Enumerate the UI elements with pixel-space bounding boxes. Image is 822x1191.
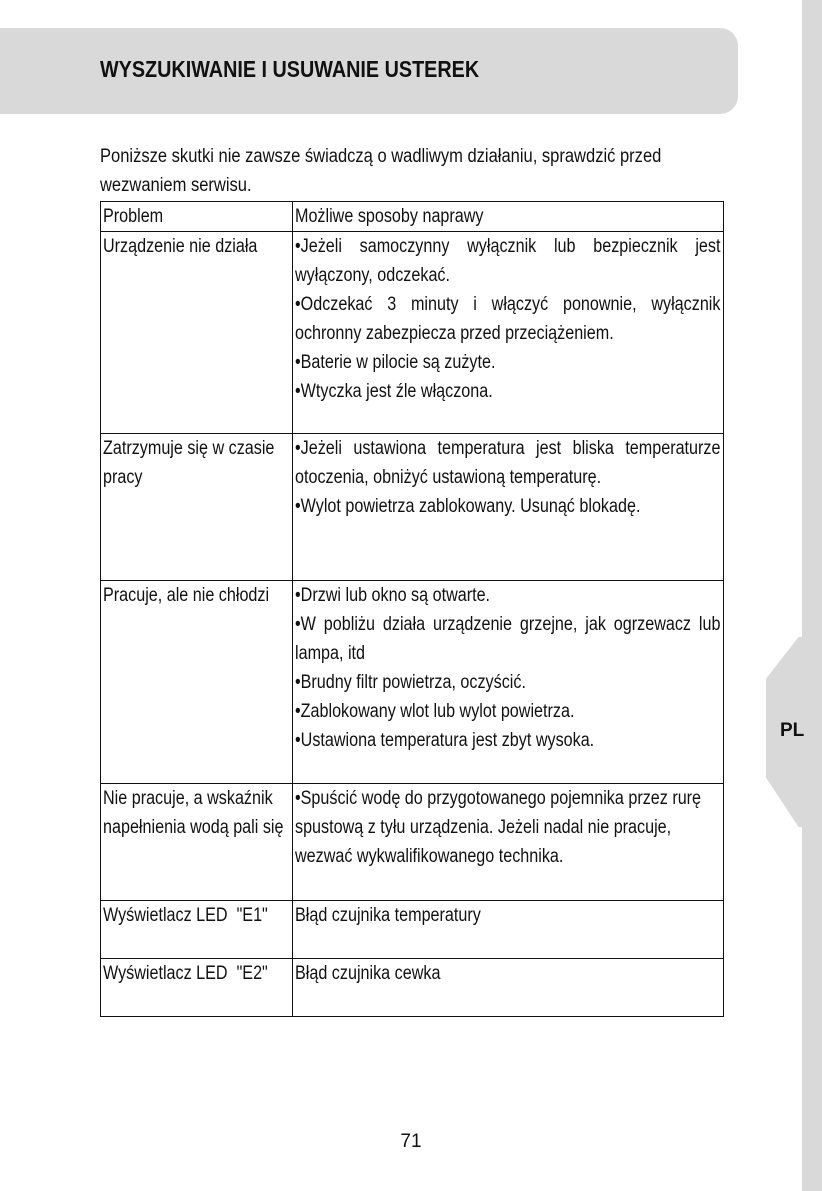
solution-item: •Wylot powietrza zablokowany. Usunąć blokadę.	[295, 496, 641, 517]
solutions-cell	[293, 581, 724, 784]
solution-item: •Jeżeli samoczynny wyłącznik lub bezpiecznik jest wyłączony, odczekać.	[295, 236, 721, 286]
solution-item: •Jeżeli ustawiona temperatura jest bliska temperaturze otoczenia, obniżyć ustawioną temperaturę.	[295, 438, 721, 488]
problem-cell	[101, 434, 293, 581]
solution-item: Błąd czujnika cewka	[295, 963, 441, 984]
table-row	[101, 434, 724, 581]
intro-line-1: Poniższe skutki nie zawsze świadczą o wadliwym działaniu, sprawdzić przed	[100, 146, 662, 167]
problem-text: Pracuje, ale nie chłodzi	[103, 585, 270, 606]
solutions-cell	[293, 959, 724, 1017]
solution-item: •Ustawiona temperatura jest zbyt wysoka.	[295, 730, 595, 751]
column-header-problem-text: Problem	[103, 206, 164, 227]
problem-cell	[101, 784, 293, 901]
intro-paragraph	[100, 142, 720, 200]
table-row	[101, 784, 724, 901]
solution-item: •Zablokowany wlot lub wylot powietrza.	[295, 701, 575, 722]
problem-text: Urządzenie nie działa	[103, 236, 258, 257]
solution-item: •Drzwi lub okno są otwarte.	[295, 585, 491, 606]
language-tab-label: PL	[780, 720, 805, 741]
problem-cell	[101, 581, 293, 784]
troubleshooting-table	[100, 201, 724, 1017]
solution-item: •Brudny filtr powietrza, oczyścić.	[295, 672, 526, 693]
problem-text: Zatrzymuje się w czasie pracy	[103, 438, 275, 488]
table-row	[101, 232, 724, 434]
solutions-cell	[293, 901, 724, 959]
solution-item: •Odczekać 3 minuty i włączyć ponownie, wyłącznik ochronny zabezpiecza przed przeciążeniem.	[295, 294, 721, 344]
solution-item: •Spuścić wodę do przygotowanego pojemnika przez rurę spustową z tyłu urządzenia. Jeżeli nadal nie pracuje, wezwać wykwalifikowanego technika.	[295, 788, 702, 867]
solution-item: •Baterie w pilocie są zużyte.	[295, 352, 496, 373]
column-header-problem	[101, 202, 293, 232]
problem-cell	[101, 901, 293, 959]
intro-line-2: wezwaniem serwisu.	[100, 175, 252, 196]
table-header-row	[101, 202, 724, 232]
column-header-solutions	[293, 202, 724, 232]
page-title: WYSZUKIWANIE I USUWANIE USTEREK	[100, 56, 480, 82]
solutions-cell	[293, 232, 724, 434]
solution-item: •W pobliżu działa urządzenie grzejne, jak ogrzewacz lub lampa, itd	[295, 614, 721, 664]
solution-item: •Wtyczka jest źle włączona.	[295, 381, 493, 402]
solution-item: Błąd czujnika temperatury	[295, 905, 481, 926]
problem-text: Nie pracuje, a wskaźnik napełnienia wodą pali się	[103, 788, 284, 838]
problem-text: Wyświetlacz LED "E1"	[103, 905, 268, 926]
problem-cell	[101, 232, 293, 434]
problem-cell	[101, 959, 293, 1017]
problem-text: Wyświetlacz LED "E2"	[103, 963, 268, 984]
table-row	[101, 959, 724, 1017]
column-header-solutions-text: Możliwe sposoby naprawy	[295, 206, 484, 227]
table-row	[101, 581, 724, 784]
page-number: 71	[400, 1131, 422, 1152]
solutions-cell	[293, 434, 724, 581]
solutions-cell	[293, 784, 724, 901]
right-margin-strip	[802, 0, 822, 1191]
table-row	[101, 901, 724, 959]
